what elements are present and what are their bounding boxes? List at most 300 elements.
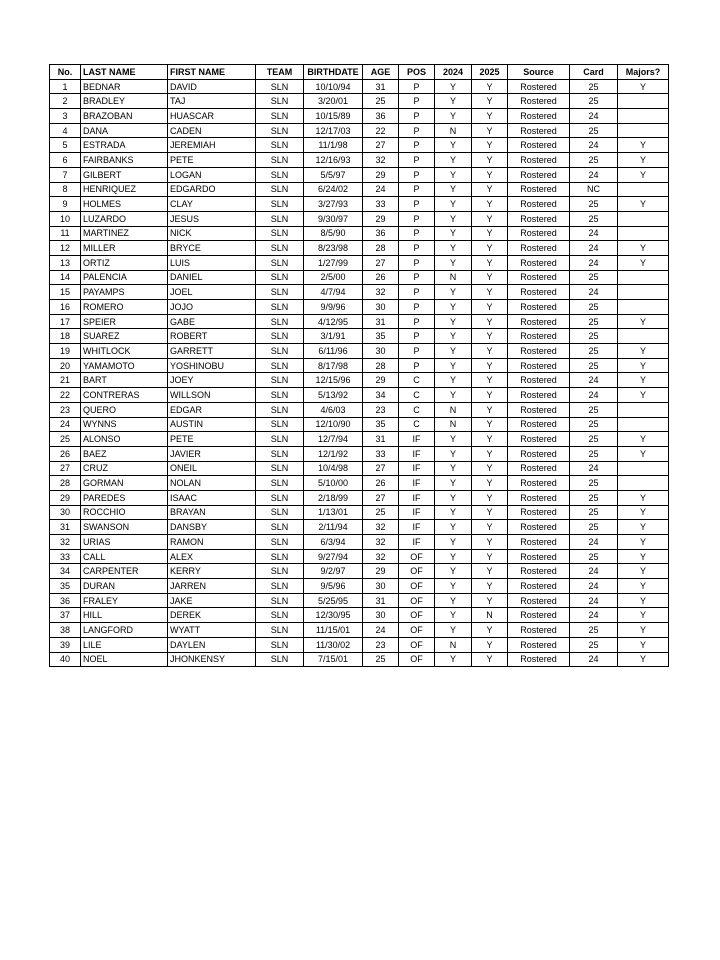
cell-2024: Y [435, 285, 472, 300]
cell-birthdate: 4/6/03 [304, 402, 363, 417]
cell-birthdate: 10/10/94 [304, 79, 363, 94]
cell-first-name: DANIEL [168, 270, 256, 285]
cell-first-name: NOLAN [168, 476, 256, 491]
cell-source: Rostered [508, 579, 570, 594]
cell-pos: IF [399, 446, 435, 461]
cell-age: 29 [363, 211, 399, 226]
cell-majors [618, 417, 669, 432]
cell-2025: Y [472, 535, 508, 550]
cell-2025: Y [472, 549, 508, 564]
cell-age: 35 [363, 417, 399, 432]
col-header-majors: Majors? [618, 65, 669, 80]
cell-last-name: SUAREZ [81, 329, 168, 344]
cell-card: NC [570, 182, 618, 197]
cell-birthdate: 11/1/98 [304, 138, 363, 153]
cell-2024: Y [435, 564, 472, 579]
cell-no: 7 [50, 167, 81, 182]
cell-card: 25 [570, 358, 618, 373]
cell-team: SLN [256, 167, 304, 182]
cell-no: 9 [50, 197, 81, 212]
cell-birthdate: 5/25/95 [304, 593, 363, 608]
cell-pos: P [399, 329, 435, 344]
cell-pos: P [399, 123, 435, 138]
cell-no: 23 [50, 402, 81, 417]
table-row [50, 417, 669, 432]
cell-team: SLN [256, 549, 304, 564]
cell-age: 33 [363, 197, 399, 212]
cell-2024: Y [435, 344, 472, 359]
cell-no: 24 [50, 417, 81, 432]
cell-majors: Y [618, 153, 669, 168]
cell-last-name: CALL [81, 549, 168, 564]
cell-2024: Y [435, 197, 472, 212]
cell-2024: Y [435, 373, 472, 388]
cell-birthdate: 6/24/02 [304, 182, 363, 197]
cell-source: Rostered [508, 608, 570, 623]
cell-2025: Y [472, 623, 508, 638]
cell-first-name: NICK [168, 226, 256, 241]
cell-age: 29 [363, 167, 399, 182]
cell-majors: Y [618, 255, 669, 270]
col-header-2025: 2025 [472, 65, 508, 80]
cell-age: 36 [363, 109, 399, 124]
cell-2025: Y [472, 358, 508, 373]
cell-age: 29 [363, 373, 399, 388]
cell-team: SLN [256, 138, 304, 153]
cell-majors [618, 211, 669, 226]
cell-pos: C [399, 417, 435, 432]
cell-source: Rostered [508, 446, 570, 461]
cell-pos: P [399, 79, 435, 94]
cell-birthdate: 12/7/94 [304, 432, 363, 447]
cell-first-name: JESUS [168, 211, 256, 226]
cell-team: SLN [256, 417, 304, 432]
table-row [50, 197, 669, 212]
cell-no: 35 [50, 579, 81, 594]
cell-last-name: BRADLEY [81, 94, 168, 109]
cell-birthdate: 12/15/96 [304, 373, 363, 388]
cell-pos: OF [399, 652, 435, 667]
cell-birthdate: 2/11/94 [304, 520, 363, 535]
cell-pos: P [399, 344, 435, 359]
cell-no: 6 [50, 153, 81, 168]
cell-team: SLN [256, 123, 304, 138]
cell-majors: Y [618, 446, 669, 461]
cell-no: 37 [50, 608, 81, 623]
cell-team: SLN [256, 505, 304, 520]
cell-2024: Y [435, 505, 472, 520]
cell-2024: Y [435, 623, 472, 638]
cell-card: 24 [570, 593, 618, 608]
cell-last-name: ORTIZ [81, 255, 168, 270]
col-header-birthdate: BIRTHDATE [304, 65, 363, 80]
table-row [50, 549, 669, 564]
cell-pos: P [399, 226, 435, 241]
table-row [50, 79, 669, 94]
cell-birthdate: 3/1/91 [304, 329, 363, 344]
cell-card: 25 [570, 446, 618, 461]
cell-team: SLN [256, 535, 304, 550]
cell-majors: Y [618, 505, 669, 520]
cell-last-name: URIAS [81, 535, 168, 550]
cell-card: 24 [570, 241, 618, 256]
cell-card: 24 [570, 579, 618, 594]
cell-pos: IF [399, 535, 435, 550]
cell-first-name: DANSBY [168, 520, 256, 535]
table-row [50, 241, 669, 256]
cell-2025: Y [472, 564, 508, 579]
table-row [50, 211, 669, 226]
table-row [50, 579, 669, 594]
cell-last-name: GORMAN [81, 476, 168, 491]
cell-2024: Y [435, 226, 472, 241]
cell-age: 32 [363, 520, 399, 535]
cell-last-name: ALONSO [81, 432, 168, 447]
cell-birthdate: 12/16/93 [304, 153, 363, 168]
cell-team: SLN [256, 373, 304, 388]
cell-team: SLN [256, 579, 304, 594]
cell-first-name: JOEL [168, 285, 256, 300]
cell-birthdate: 2/18/99 [304, 490, 363, 505]
cell-source: Rostered [508, 432, 570, 447]
cell-age: 23 [363, 637, 399, 652]
cell-2024: N [435, 402, 472, 417]
cell-last-name: ROMERO [81, 300, 168, 315]
cell-birthdate: 3/20/01 [304, 94, 363, 109]
cell-no: 30 [50, 505, 81, 520]
cell-team: SLN [256, 461, 304, 476]
cell-pos: IF [399, 505, 435, 520]
cell-no: 10 [50, 211, 81, 226]
cell-majors: Y [618, 314, 669, 329]
cell-team: SLN [256, 79, 304, 94]
cell-card: 24 [570, 285, 618, 300]
cell-majors [618, 182, 669, 197]
cell-2024: Y [435, 182, 472, 197]
cell-card: 24 [570, 226, 618, 241]
cell-no: 20 [50, 358, 81, 373]
cell-team: SLN [256, 402, 304, 417]
cell-age: 35 [363, 329, 399, 344]
cell-2024: N [435, 270, 472, 285]
col-header-no: No. [50, 65, 81, 80]
cell-birthdate: 6/3/94 [304, 535, 363, 550]
cell-2025: Y [472, 344, 508, 359]
cell-majors [618, 300, 669, 315]
cell-first-name: WYATT [168, 623, 256, 638]
cell-birthdate: 10/15/89 [304, 109, 363, 124]
cell-last-name: PAYAMPS [81, 285, 168, 300]
table-row [50, 167, 669, 182]
cell-team: SLN [256, 255, 304, 270]
cell-source: Rostered [508, 373, 570, 388]
cell-2024: N [435, 123, 472, 138]
cell-last-name: LUZARDO [81, 211, 168, 226]
cell-team: SLN [256, 211, 304, 226]
table-row [50, 623, 669, 638]
cell-team: SLN [256, 520, 304, 535]
cell-card: 24 [570, 167, 618, 182]
cell-first-name: DEREK [168, 608, 256, 623]
cell-birthdate: 9/5/96 [304, 579, 363, 594]
cell-2025: Y [472, 123, 508, 138]
cell-last-name: WYNNS [81, 417, 168, 432]
cell-last-name: CARPENTER [81, 564, 168, 579]
table-row [50, 358, 669, 373]
cell-team: SLN [256, 270, 304, 285]
cell-last-name: BAEZ [81, 446, 168, 461]
table-row [50, 373, 669, 388]
cell-card: 24 [570, 652, 618, 667]
cell-2024: Y [435, 520, 472, 535]
cell-age: 27 [363, 138, 399, 153]
cell-age: 24 [363, 623, 399, 638]
table-row [50, 314, 669, 329]
cell-card: 25 [570, 520, 618, 535]
cell-source: Rostered [508, 241, 570, 256]
cell-age: 27 [363, 255, 399, 270]
cell-age: 28 [363, 358, 399, 373]
cell-pos: IF [399, 432, 435, 447]
cell-team: SLN [256, 314, 304, 329]
cell-2024: Y [435, 490, 472, 505]
cell-pos: P [399, 94, 435, 109]
cell-first-name: EDGARDO [168, 182, 256, 197]
cell-pos: P [399, 138, 435, 153]
cell-card: 24 [570, 608, 618, 623]
cell-birthdate: 8/5/90 [304, 226, 363, 241]
cell-first-name: JAVIER [168, 446, 256, 461]
cell-no: 3 [50, 109, 81, 124]
cell-source: Rostered [508, 344, 570, 359]
cell-source: Rostered [508, 505, 570, 520]
cell-team: SLN [256, 623, 304, 638]
table-row [50, 388, 669, 403]
table-row [50, 255, 669, 270]
cell-majors: Y [618, 388, 669, 403]
cell-card: 25 [570, 153, 618, 168]
cell-2025: Y [472, 314, 508, 329]
cell-birthdate: 12/17/03 [304, 123, 363, 138]
cell-card: 25 [570, 270, 618, 285]
cell-first-name: EDGAR [168, 402, 256, 417]
cell-2025: Y [472, 182, 508, 197]
table-row [50, 593, 669, 608]
cell-2025: Y [472, 153, 508, 168]
cell-source: Rostered [508, 549, 570, 564]
cell-birthdate: 1/13/01 [304, 505, 363, 520]
cell-source: Rostered [508, 182, 570, 197]
cell-first-name: ONEIL [168, 461, 256, 476]
cell-2024: Y [435, 579, 472, 594]
cell-age: 29 [363, 564, 399, 579]
table-row [50, 564, 669, 579]
cell-last-name: SWANSON [81, 520, 168, 535]
cell-card: 25 [570, 300, 618, 315]
cell-majors [618, 329, 669, 344]
cell-2024: Y [435, 652, 472, 667]
cell-2025: Y [472, 446, 508, 461]
table-row [50, 285, 669, 300]
cell-source: Rostered [508, 623, 570, 638]
table-row [50, 432, 669, 447]
table-row [50, 109, 669, 124]
cell-team: SLN [256, 608, 304, 623]
table-row [50, 123, 669, 138]
cell-source: Rostered [508, 314, 570, 329]
cell-age: 24 [363, 182, 399, 197]
cell-pos: P [399, 255, 435, 270]
cell-team: SLN [256, 476, 304, 491]
cell-no: 18 [50, 329, 81, 344]
cell-majors: Y [618, 138, 669, 153]
roster-table [49, 64, 669, 667]
cell-team: SLN [256, 153, 304, 168]
cell-card: 25 [570, 79, 618, 94]
cell-2025: Y [472, 417, 508, 432]
cell-birthdate: 7/15/01 [304, 652, 363, 667]
cell-2025: Y [472, 388, 508, 403]
cell-majors: Y [618, 490, 669, 505]
table-row [50, 344, 669, 359]
cell-first-name: JOJO [168, 300, 256, 315]
cell-2024: Y [435, 446, 472, 461]
cell-first-name: GARRETT [168, 344, 256, 359]
cell-majors: Y [618, 373, 669, 388]
cell-source: Rostered [508, 388, 570, 403]
cell-majors: Y [618, 241, 669, 256]
cell-card: 25 [570, 94, 618, 109]
cell-birthdate: 11/15/01 [304, 623, 363, 638]
cell-2025: Y [472, 579, 508, 594]
cell-no: 33 [50, 549, 81, 564]
cell-no: 27 [50, 461, 81, 476]
cell-2025: Y [472, 461, 508, 476]
cell-majors [618, 123, 669, 138]
table-row [50, 637, 669, 652]
cell-team: SLN [256, 226, 304, 241]
cell-birthdate: 8/17/98 [304, 358, 363, 373]
table-row [50, 476, 669, 491]
cell-2024: Y [435, 255, 472, 270]
cell-first-name: ALEX [168, 549, 256, 564]
table-row [50, 138, 669, 153]
cell-last-name: BART [81, 373, 168, 388]
col-header-2024: 2024 [435, 65, 472, 80]
cell-2025: Y [472, 652, 508, 667]
cell-team: SLN [256, 109, 304, 124]
cell-no: 15 [50, 285, 81, 300]
table-row [50, 329, 669, 344]
cell-age: 25 [363, 652, 399, 667]
cell-no: 29 [50, 490, 81, 505]
cell-2025: Y [472, 167, 508, 182]
cell-first-name: CADEN [168, 123, 256, 138]
cell-2025: Y [472, 402, 508, 417]
cell-no: 28 [50, 476, 81, 491]
cell-card: 25 [570, 211, 618, 226]
cell-last-name: PALENCIA [81, 270, 168, 285]
cell-age: 31 [363, 593, 399, 608]
cell-first-name: JAKE [168, 593, 256, 608]
header-row [50, 65, 669, 80]
cell-source: Rostered [508, 197, 570, 212]
cell-team: SLN [256, 182, 304, 197]
cell-first-name: DAYLEN [168, 637, 256, 652]
table-row [50, 608, 669, 623]
cell-team: SLN [256, 197, 304, 212]
cell-age: 22 [363, 123, 399, 138]
cell-2025: Y [472, 255, 508, 270]
cell-source: Rostered [508, 109, 570, 124]
cell-majors: Y [618, 593, 669, 608]
cell-majors [618, 270, 669, 285]
cell-pos: IF [399, 476, 435, 491]
cell-source: Rostered [508, 358, 570, 373]
table-row [50, 226, 669, 241]
cell-birthdate: 12/1/92 [304, 446, 363, 461]
cell-pos: IF [399, 490, 435, 505]
cell-2024: Y [435, 388, 472, 403]
cell-2024: Y [435, 211, 472, 226]
cell-birthdate: 9/2/97 [304, 564, 363, 579]
cell-2025: Y [472, 373, 508, 388]
cell-birthdate: 8/23/98 [304, 241, 363, 256]
cell-team: SLN [256, 432, 304, 447]
cell-no: 19 [50, 344, 81, 359]
cell-card: 25 [570, 402, 618, 417]
table-row [50, 182, 669, 197]
cell-2024: Y [435, 608, 472, 623]
cell-no: 40 [50, 652, 81, 667]
cell-source: Rostered [508, 300, 570, 315]
cell-birthdate: 11/30/02 [304, 637, 363, 652]
cell-majors [618, 461, 669, 476]
cell-last-name: HILL [81, 608, 168, 623]
cell-card: 24 [570, 564, 618, 579]
cell-age: 26 [363, 476, 399, 491]
cell-source: Rostered [508, 167, 570, 182]
cell-source: Rostered [508, 329, 570, 344]
cell-source: Rostered [508, 593, 570, 608]
cell-pos: C [399, 373, 435, 388]
cell-source: Rostered [508, 79, 570, 94]
table-row [50, 94, 669, 109]
cell-no: 25 [50, 432, 81, 447]
cell-card: 25 [570, 623, 618, 638]
cell-age: 26 [363, 270, 399, 285]
cell-age: 23 [363, 402, 399, 417]
cell-2024: N [435, 637, 472, 652]
cell-last-name: GILBERT [81, 167, 168, 182]
table-row [50, 446, 669, 461]
cell-age: 27 [363, 490, 399, 505]
cell-birthdate: 9/9/96 [304, 300, 363, 315]
cell-majors: Y [618, 520, 669, 535]
cell-team: SLN [256, 564, 304, 579]
cell-majors [618, 285, 669, 300]
cell-birthdate: 5/10/00 [304, 476, 363, 491]
table-row [50, 520, 669, 535]
cell-2024: Y [435, 94, 472, 109]
cell-first-name: CLAY [168, 197, 256, 212]
cell-no: 11 [50, 226, 81, 241]
cell-source: Rostered [508, 138, 570, 153]
cell-team: SLN [256, 300, 304, 315]
cell-age: 32 [363, 535, 399, 550]
cell-first-name: JHONKENSY [168, 652, 256, 667]
cell-card: 25 [570, 505, 618, 520]
